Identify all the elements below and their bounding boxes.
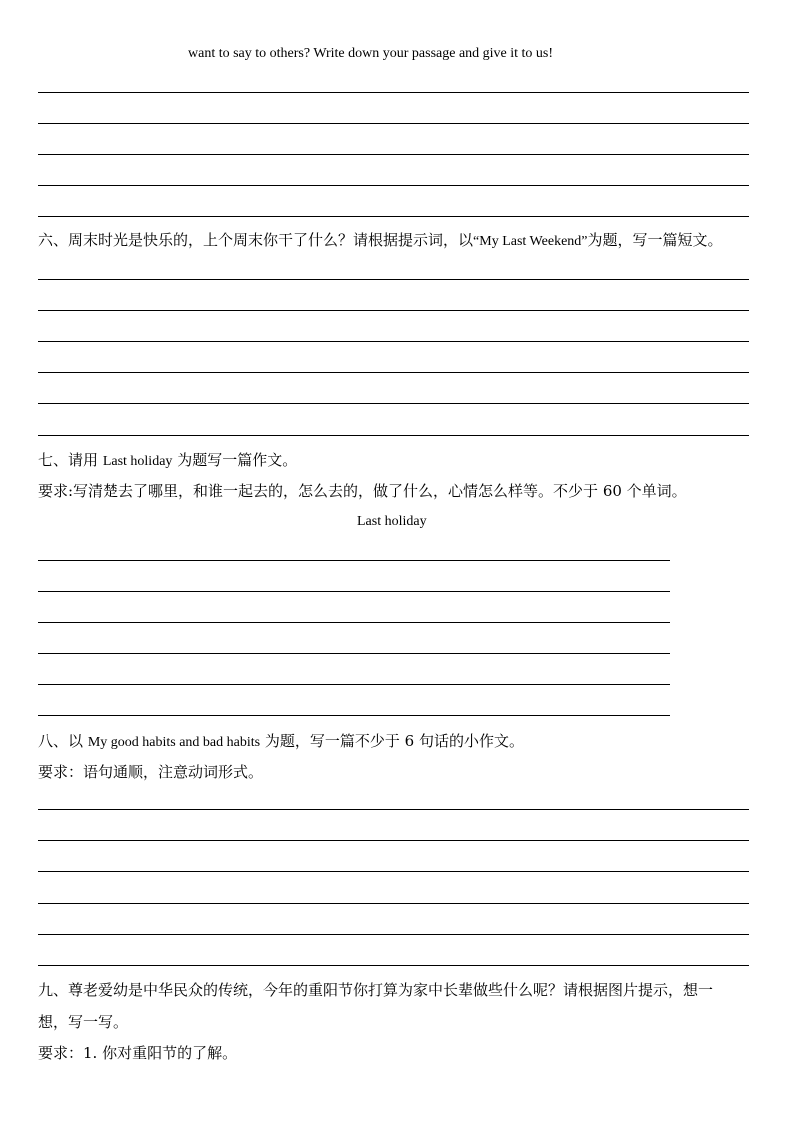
writing-line[interactable] — [38, 591, 670, 592]
question-9 — [38, 980, 713, 1000]
requirement: 要求：语句通顺，注意动词形式。 — [38, 763, 264, 781]
question-text: 请用 — [68, 451, 99, 469]
writing-line[interactable] — [38, 123, 749, 124]
requirement-item: 1. 你对重阳节的了解。 — [83, 1044, 238, 1062]
question-9-continued: 想，写一写。 — [38, 1013, 129, 1031]
writing-line[interactable] — [38, 965, 749, 966]
question-number: 八、 — [38, 732, 69, 750]
question-number: 九、 — [38, 981, 69, 999]
writing-line[interactable] — [38, 310, 749, 311]
question-text: 尊老爱幼是中华民众的传统，今年的重阳节你打算为家中长辈做些什么呢？请根据图片提示，想一 — [68, 981, 714, 999]
writing-line[interactable] — [38, 403, 749, 404]
writing-line[interactable] — [38, 185, 749, 186]
writing-line[interactable] — [38, 216, 749, 217]
writing-line[interactable] — [38, 684, 670, 685]
requirement: 要求:写清楚去了哪里，和谁一起去的，怎么去的，做了什么，心情怎么样等。不少于 60 个单词。 — [38, 482, 687, 500]
question-7 — [38, 450, 297, 472]
question-8 — [38, 731, 524, 753]
writing-line[interactable] — [38, 92, 749, 93]
writing-line[interactable] — [38, 653, 670, 654]
writing-line[interactable] — [38, 809, 749, 810]
writing-line[interactable] — [38, 622, 670, 623]
writing-line[interactable] — [38, 372, 749, 373]
writing-line[interactable] — [38, 934, 749, 935]
requirement — [38, 1043, 237, 1063]
question-text: 为题写一篇作文。 — [177, 451, 298, 469]
question-text: 以 — [68, 732, 84, 750]
writing-line[interactable] — [38, 715, 670, 716]
question-text: 为题，写一篇不少于 6 句话的小作文。 — [264, 732, 524, 750]
writing-line[interactable] — [38, 903, 749, 904]
essay-title: Last holiday — [357, 514, 427, 529]
writing-line[interactable] — [38, 871, 749, 872]
question-title: “My Last Weekend” — [473, 234, 588, 249]
question-6 — [38, 230, 723, 252]
writing-line[interactable] — [38, 279, 749, 280]
question-number: 七、 — [38, 451, 69, 469]
requirement-label: 要求： — [38, 1044, 84, 1062]
writing-line[interactable] — [38, 435, 749, 436]
intro-line: want to say to others? Write down your passage and give it to us! — [188, 46, 554, 61]
question-topic: My good habits and bad habits — [87, 735, 261, 750]
question-text: 周末时光是快乐的，上个周末你干了什么？请根据提示词，以 — [68, 231, 474, 249]
writing-line[interactable] — [38, 154, 749, 155]
writing-line[interactable] — [38, 341, 749, 342]
question-topic: Last holiday — [102, 454, 173, 469]
question-number: 六、 — [38, 231, 69, 249]
question-text: 为题，写一篇短文。 — [587, 231, 723, 249]
writing-line[interactable] — [38, 560, 670, 561]
writing-line[interactable] — [38, 840, 749, 841]
